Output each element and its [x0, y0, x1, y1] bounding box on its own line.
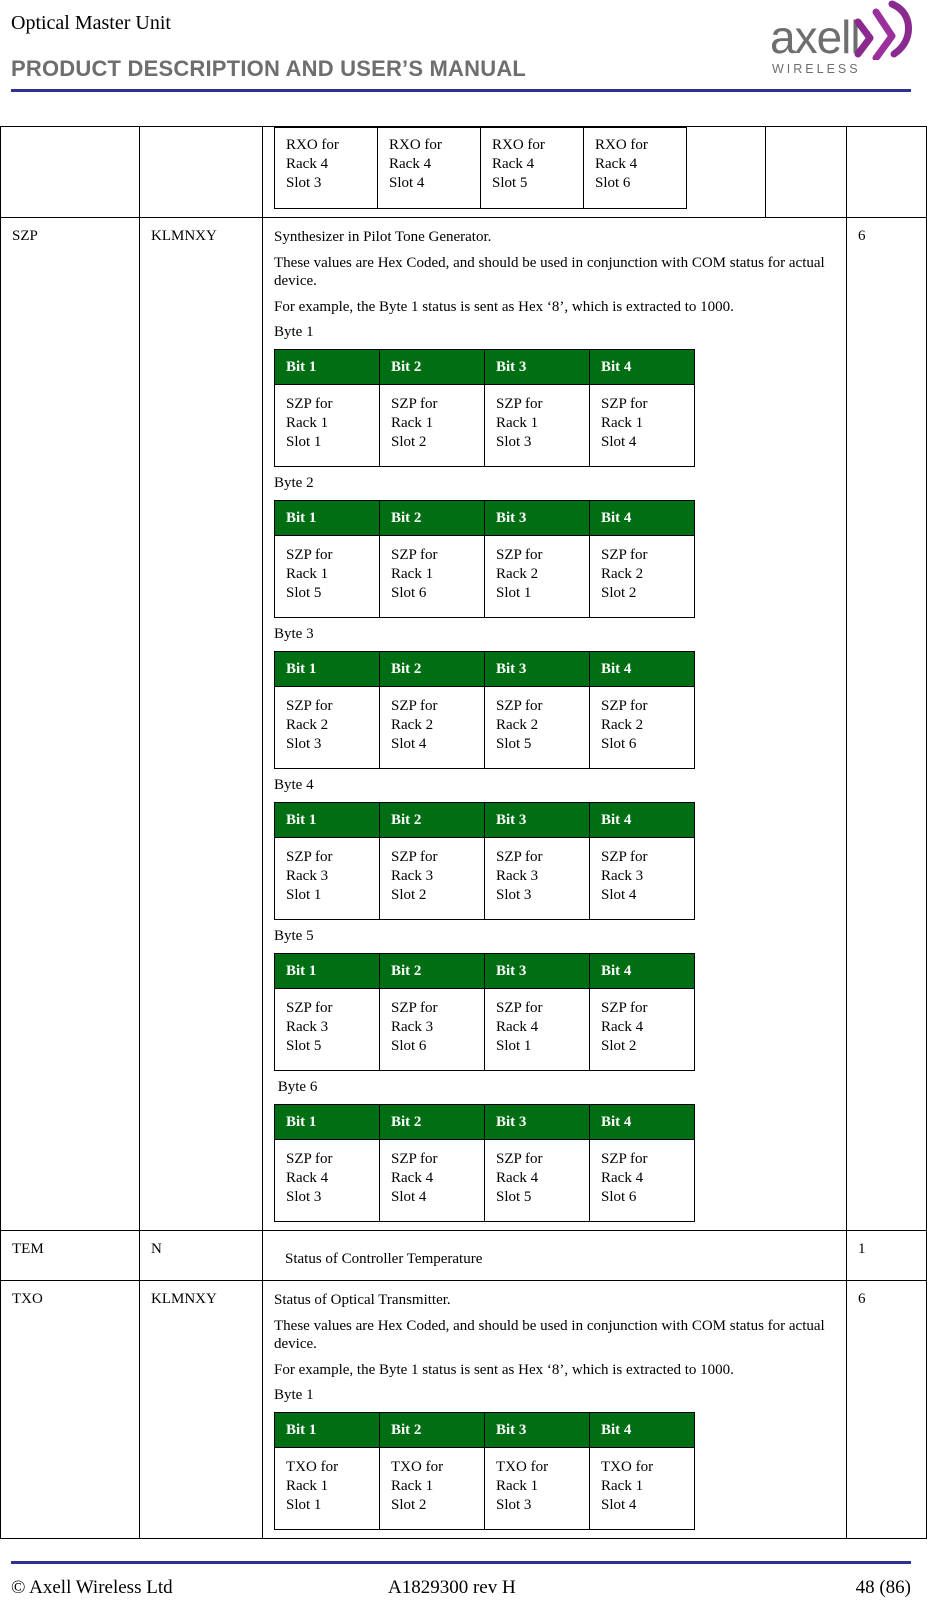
bit-header: Bit 4	[590, 1105, 695, 1140]
bit-cell	[380, 838, 485, 920]
bit-cell-line: Rack 4	[286, 156, 329, 172]
bit-cell-line: Slot 2	[391, 887, 427, 903]
byte-label: Byte 6	[274, 1079, 318, 1095]
bit-cell-line: Slot 6	[391, 1038, 427, 1054]
bit-cell-line: Rack 4	[595, 156, 638, 172]
bit-cell-line: Slot 5	[492, 175, 528, 191]
bit-cell	[380, 1448, 485, 1530]
bit-cell-line: Rack 4	[496, 1170, 539, 1186]
bit-cell	[378, 128, 481, 209]
logo-tagline: WIRELESS	[772, 62, 861, 76]
bit-cell-line: Slot 2	[391, 434, 427, 450]
bit-header: Bit 1	[275, 1413, 380, 1448]
cell-format: KLMNXY	[140, 1281, 263, 1539]
bit-value-row	[275, 687, 695, 769]
bit-cell	[590, 838, 695, 920]
bit-header: Bit 3	[485, 954, 590, 989]
cell-code: SZP	[1, 218, 140, 1231]
bit-header: Bit 4	[590, 803, 695, 838]
axell-logo	[764, 0, 914, 82]
bit-header: Bit 2	[380, 350, 485, 385]
bit-header: Bit 4	[590, 954, 695, 989]
bit-table-continuation	[274, 127, 687, 209]
cell-length: 6	[847, 1281, 927, 1539]
bit-header-row	[275, 803, 695, 838]
cell-length: 1	[847, 1231, 927, 1281]
bit-cell	[380, 385, 485, 467]
bit-cell-line: SZP for	[601, 547, 648, 563]
bit-cell-line: Rack 1	[601, 415, 644, 431]
cell-length: 6	[847, 218, 927, 1231]
bit-header-row	[275, 954, 695, 989]
cell-description	[263, 218, 847, 1231]
bit-header-row	[275, 652, 695, 687]
bit-cell-line: TXO for	[601, 1459, 654, 1475]
bit-cell	[275, 838, 380, 920]
bit-table	[274, 1104, 695, 1222]
bit-cell	[485, 687, 590, 769]
bit-cell-line: Slot 5	[286, 585, 322, 601]
bit-cell-line: Rack 3	[286, 1019, 329, 1035]
bit-cell	[275, 1448, 380, 1530]
bit-cell	[275, 687, 380, 769]
bit-cell	[485, 1140, 590, 1222]
bit-cell-line: SZP for	[286, 1000, 333, 1016]
document-title: Optical Master Unit	[11, 12, 171, 34]
logo-chevrons-icon	[850, 0, 914, 60]
bit-cell-line: SZP for	[496, 1151, 543, 1167]
footer-rule	[11, 1561, 911, 1564]
byte-label: Byte 4	[274, 777, 314, 793]
bit-cell-line: Slot 2	[601, 585, 637, 601]
description-line: Status of Controller Temperature	[285, 1251, 483, 1267]
bit-cell-line: Rack 4	[286, 1170, 329, 1186]
bit-header: Bit 4	[590, 1413, 695, 1448]
description-line: For example, the Byte 1 status is sent as Hex ‘8’, which is extracted to 1000.	[274, 1362, 734, 1378]
bit-header: Bit 2	[380, 1413, 485, 1448]
bit-cell-line: SZP for	[286, 698, 333, 714]
description-line: Synthesizer in Pilot Tone Generator.	[274, 229, 492, 245]
bit-cell-line: RXO for	[492, 137, 545, 153]
cell-description	[263, 1281, 847, 1539]
bit-cell-line: Rack 1	[391, 415, 434, 431]
bit-cell	[275, 128, 378, 209]
bit-header: Bit 3	[485, 1105, 590, 1140]
bit-header-row	[275, 1105, 695, 1140]
cell-code: TXO	[1, 1281, 140, 1539]
bit-value-row	[275, 1140, 695, 1222]
bit-cell-line: Rack 4	[389, 156, 432, 172]
footer-page-number: 48 (86)	[855, 1577, 911, 1598]
bit-cell-line: TXO for	[286, 1459, 339, 1475]
bit-table	[274, 802, 695, 920]
cell-format: KLMNXY	[140, 218, 263, 1231]
bit-header: Bit 1	[275, 1105, 380, 1140]
bit-cell-line: SZP for	[286, 849, 333, 865]
byte-label: Byte 1	[274, 324, 314, 340]
bit-header: Bit 3	[485, 803, 590, 838]
bit-cell-line: SZP for	[496, 1000, 543, 1016]
bit-cell	[275, 989, 380, 1071]
bit-cell-line: Rack 2	[391, 717, 434, 733]
bit-cell	[590, 687, 695, 769]
bit-header: Bit 1	[275, 501, 380, 536]
bit-cell-line: SZP for	[496, 547, 543, 563]
bit-table	[274, 1412, 695, 1530]
bit-cell	[485, 1448, 590, 1530]
bit-cell	[485, 989, 590, 1071]
cell-format: N	[140, 1231, 263, 1281]
bit-cell	[485, 385, 590, 467]
bit-header: Bit 1	[275, 350, 380, 385]
bit-cell-line: SZP for	[391, 547, 438, 563]
bit-cell-line: SZP for	[496, 396, 543, 412]
bit-cell-line: Rack 3	[601, 868, 644, 884]
bit-cell-line: Rack 2	[496, 717, 539, 733]
byte-tables	[274, 1387, 836, 1530]
bit-cell	[590, 536, 695, 618]
bit-cell-line: SZP for	[391, 698, 438, 714]
bit-cell-line: Rack 2	[496, 566, 539, 582]
bit-cell-line: Slot 4	[601, 1497, 637, 1513]
bit-cell-line: TXO for	[391, 1459, 444, 1475]
bit-header: Bit 3	[485, 652, 590, 687]
logo-wordmark: axell	[770, 11, 860, 63]
bit-cell-line: SZP for	[601, 1000, 648, 1016]
bit-value-row	[275, 128, 687, 209]
cell-empty	[847, 127, 927, 218]
bit-cell-line: Slot 1	[286, 887, 322, 903]
cell-description	[263, 127, 766, 218]
bit-cell-line: Rack 3	[286, 868, 329, 884]
bit-header: Bit 4	[590, 501, 695, 536]
description-line: For example, the Byte 1 status is sent as Hex ‘8’, which is extracted to 1000.	[274, 299, 734, 315]
bit-cell-line: SZP for	[286, 547, 333, 563]
bit-cell	[481, 128, 584, 209]
bit-cell-line: Rack 1	[391, 1478, 434, 1494]
bit-cell-line: Rack 2	[601, 566, 644, 582]
description-line: These values are Hex Coded, and should be used in conjunction with COM status for actual device.	[274, 255, 825, 289]
bit-cell-line: Slot 5	[286, 1038, 322, 1054]
bit-cell-line: SZP for	[496, 698, 543, 714]
bit-header: Bit 2	[380, 652, 485, 687]
byte-tables	[274, 324, 836, 1222]
bit-cell-line: Rack 2	[286, 717, 329, 733]
bit-cell-line: SZP for	[391, 849, 438, 865]
bit-cell-line: Slot 4	[391, 1189, 427, 1205]
bit-cell-line: Rack 4	[496, 1019, 539, 1035]
bit-cell-line: Rack 1	[391, 566, 434, 582]
bit-cell-line: Rack 4	[601, 1019, 644, 1035]
bit-cell-line: Slot 4	[389, 175, 425, 191]
bit-header: Bit 1	[275, 652, 380, 687]
bit-cell-line: Slot 1	[496, 1038, 532, 1054]
bit-cell-line: Rack 1	[286, 566, 329, 582]
bit-header: Bit 2	[380, 501, 485, 536]
bit-cell-line: Slot 6	[595, 175, 631, 191]
bit-table	[274, 953, 695, 1071]
bit-cell	[590, 989, 695, 1071]
bit-cell	[275, 536, 380, 618]
bit-cell-line: Rack 2	[601, 717, 644, 733]
bit-cell-line: Rack 4	[601, 1170, 644, 1186]
cell-code	[1, 127, 140, 218]
bit-cell-line: Slot 3	[496, 887, 532, 903]
bit-header: Bit 2	[380, 803, 485, 838]
document-subtitle: PRODUCT DESCRIPTION AND USER’S MANUAL	[11, 56, 527, 81]
bit-header: Bit 1	[275, 954, 380, 989]
bit-header-row	[275, 1413, 695, 1448]
bit-cell-line: Slot 2	[391, 1497, 427, 1513]
bit-cell-line: SZP for	[601, 396, 648, 412]
bit-cell-line: SZP for	[601, 1151, 648, 1167]
bit-cell	[590, 385, 695, 467]
bit-value-row	[275, 989, 695, 1071]
bit-value-row	[275, 385, 695, 467]
cell-code: TEM	[1, 1231, 140, 1281]
bit-cell	[275, 1140, 380, 1222]
bit-header: Bit 3	[485, 501, 590, 536]
command-table	[0, 126, 927, 1539]
bit-cell-line: Rack 1	[286, 415, 329, 431]
bit-cell	[380, 989, 485, 1071]
bit-cell	[275, 385, 380, 467]
description-line: These values are Hex Coded, and should be used in conjunction with COM status for actual device.	[274, 1318, 825, 1352]
bit-cell-line: Slot 3	[286, 175, 322, 191]
bit-cell	[485, 536, 590, 618]
bit-cell-line: TXO for	[496, 1459, 549, 1475]
bit-cell-line: Slot 6	[391, 585, 427, 601]
bit-value-row	[275, 1448, 695, 1530]
bit-cell	[485, 838, 590, 920]
table-row-continuation	[1, 127, 927, 218]
bit-header: Bit 2	[380, 1105, 485, 1140]
bit-table	[274, 651, 695, 769]
bit-cell-line: Slot 3	[496, 434, 532, 450]
table-row-szp	[1, 218, 927, 1231]
bit-cell-line: SZP for	[601, 849, 648, 865]
bit-cell-line: Slot 1	[286, 434, 322, 450]
bit-cell-line: Slot 6	[601, 1189, 637, 1205]
bit-cell	[590, 1140, 695, 1222]
bit-header: Bit 3	[485, 350, 590, 385]
bit-table	[274, 500, 695, 618]
bit-cell-line: Slot 3	[286, 1189, 322, 1205]
bit-cell-line: SZP for	[391, 1151, 438, 1167]
bit-header: Bit 4	[590, 652, 695, 687]
bit-cell-line: RXO for	[595, 137, 648, 153]
bit-header: Bit 2	[380, 954, 485, 989]
bit-cell-line: Slot 4	[601, 434, 637, 450]
bit-cell-line: Rack 3	[391, 868, 434, 884]
footer-doc-number: A1829300 rev H	[388, 1577, 516, 1598]
bit-cell	[380, 687, 485, 769]
table-row-txo	[1, 1281, 927, 1539]
cell-length	[766, 127, 847, 218]
bit-cell-line: Slot 4	[391, 736, 427, 752]
table-row-tem	[1, 1231, 927, 1281]
bit-cell	[380, 1140, 485, 1222]
bit-value-row	[275, 536, 695, 618]
bit-cell-line: Slot 1	[496, 585, 532, 601]
bit-cell-line: Rack 3	[391, 1019, 434, 1035]
bit-cell-line: Slot 3	[496, 1497, 532, 1513]
bit-cell-line: Rack 4	[391, 1170, 434, 1186]
bit-cell-line: Slot 2	[601, 1038, 637, 1054]
bit-value-row	[275, 838, 695, 920]
bit-header: Bit 4	[590, 350, 695, 385]
bit-cell	[584, 128, 687, 209]
bit-cell-line: Slot 5	[496, 1189, 532, 1205]
bit-cell	[380, 536, 485, 618]
bit-header: Bit 3	[485, 1413, 590, 1448]
bit-cell-line: Slot 3	[286, 736, 322, 752]
bit-cell-line: Slot 6	[601, 736, 637, 752]
footer-copyright: © Axell Wireless Ltd	[11, 1577, 173, 1598]
bit-header-row	[275, 350, 695, 385]
bit-cell-line: Rack 3	[496, 868, 539, 884]
bit-cell-line: SZP for	[286, 1151, 333, 1167]
bit-cell-line: Slot 4	[601, 887, 637, 903]
bit-cell-line: Slot 5	[496, 736, 532, 752]
description-line: Status of Optical Transmitter.	[274, 1292, 451, 1308]
cell-format	[140, 127, 263, 218]
header-rule	[11, 89, 911, 92]
byte-label: Byte 5	[274, 928, 314, 944]
byte-label: Byte 3	[274, 626, 314, 642]
bit-cell-line: SZP for	[391, 396, 438, 412]
bit-cell-line: Rack 4	[492, 156, 535, 172]
bit-cell-line: RXO for	[286, 137, 339, 153]
bit-cell-line: SZP for	[286, 396, 333, 412]
bit-header-row	[275, 501, 695, 536]
bit-header: Bit 1	[275, 803, 380, 838]
bit-cell-line: Rack 1	[496, 1478, 539, 1494]
bit-cell-line: Rack 1	[496, 415, 539, 431]
bit-table	[274, 349, 695, 467]
bit-cell-line: SZP for	[496, 849, 543, 865]
bit-cell-line: SZP for	[391, 1000, 438, 1016]
bit-cell-line: Rack 1	[286, 1478, 329, 1494]
bit-cell-line: SZP for	[601, 698, 648, 714]
bit-cell-line: Rack 1	[601, 1478, 644, 1494]
bit-cell-line: RXO for	[389, 137, 442, 153]
bit-cell	[590, 1448, 695, 1530]
byte-label: Byte 2	[274, 475, 314, 491]
cell-description	[263, 1231, 847, 1281]
bit-cell-line: Slot 1	[286, 1497, 322, 1513]
byte-label: Byte 1	[274, 1387, 314, 1403]
